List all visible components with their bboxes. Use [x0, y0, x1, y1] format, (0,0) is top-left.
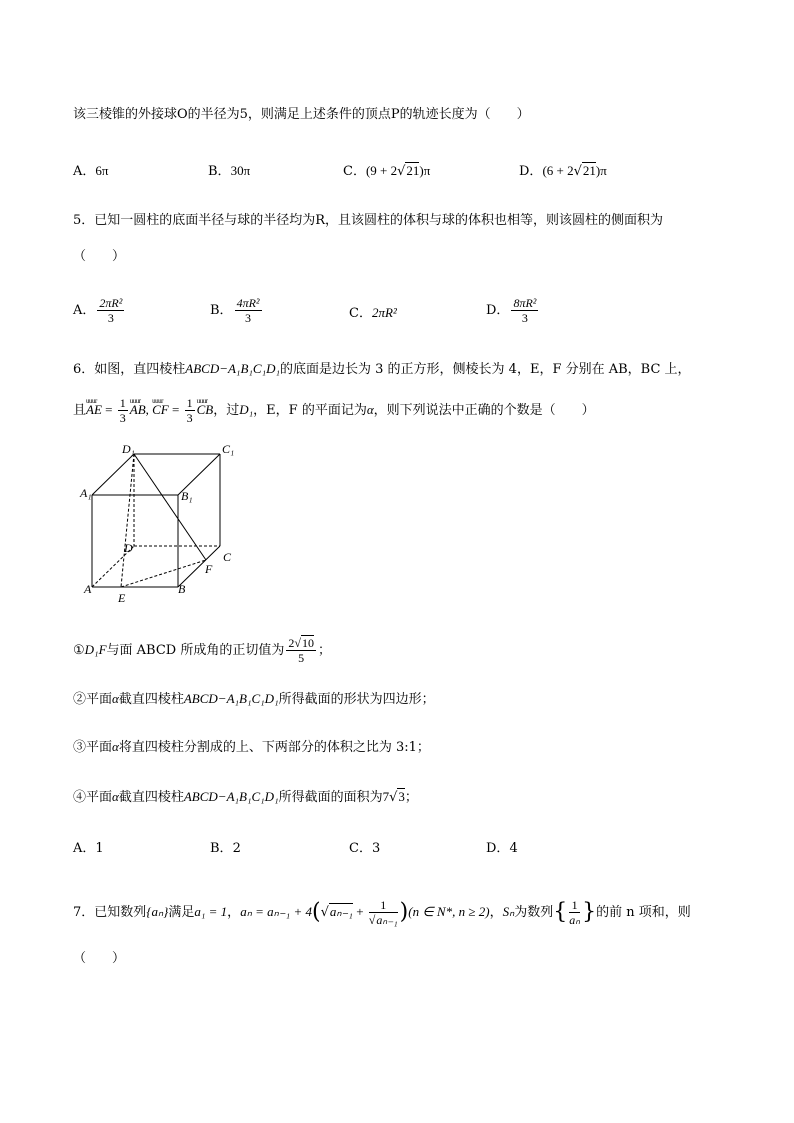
- label-a: A: [84, 582, 92, 596]
- q4-option-c: C．(9 + 2√21)π: [343, 163, 431, 179]
- q7-stem: 7．已知数列{aₙ}满足a₁ = 1，aₙ = aₙ₋₁ + 4(√aₙ₋₁ + $\frac{1}{\text{√aₙ₋₁}}$ )(n ∈ N*, n ≥ 2)，Sₙ为数列{ $\frac{1}{\text{aₙ}}$ }的前 n 项和，则: [73, 898, 691, 927]
- label-c: C: [223, 550, 232, 564]
- q5-stem: 5．已知一圆柱的底面半径与球的半径均为R，且该圆柱的体积与球的体积也相等，则该圆柱的侧面积为: [73, 213, 664, 228]
- q4-option-d: D．(6 + 2√21)π: [519, 163, 607, 179]
- q5-option-a: A． $\frac{\text{2πR²}}{3}$: [73, 296, 123, 325]
- q5-option-b: B． $\frac{\text{4πR²}}{3}$: [210, 296, 260, 325]
- q7-answer-paren: （ ）: [73, 951, 126, 966]
- label-a1: A₁: [80, 486, 92, 500]
- prism-figure: [78, 440, 248, 610]
- label-f: F: [205, 562, 213, 576]
- q5-option-c: C．2πR²: [349, 305, 397, 321]
- q6-statement-3: ③平面α将直四棱柱分割成的上、下两部分的体积之比为 3:1；: [73, 739, 430, 755]
- q6-statement-1: ①D₁F与面 ABCD 所成角的正切值为 $\frac{2√10}{5}$ ；: [73, 636, 331, 665]
- q6-option-d: D．4: [486, 841, 518, 856]
- edge-d1-f: [134, 454, 206, 560]
- q4-option-b: B．30π: [208, 163, 251, 179]
- q4-option-a: A．6π: [73, 163, 109, 179]
- q6-statement-2: ②平面α截直四棱柱ABCD−A₁B₁C₁D₁所得截面的形状为四边形；: [73, 691, 435, 707]
- label-e: E: [118, 591, 126, 605]
- q6-condition: 且uuur AE = $\frac{1}{3}$ uuur AB, uuur CF = $\frac{1}{3}$ uuur CB，过D₁，E，F 的平面记为α，则下列说法中正确的个数是（ ）: [73, 396, 595, 425]
- q6-option-c: C．3: [349, 841, 381, 856]
- edge-a1-d1: [92, 454, 134, 495]
- label-b: B: [178, 582, 186, 596]
- q6-statement-4: ④平面α截直四棱柱ABCD−A₁B₁C₁D₁所得截面的面积为7√3；: [73, 789, 418, 805]
- label-b1: B₁: [181, 489, 193, 503]
- label-c1: C₁: [222, 442, 235, 456]
- q5-option-d: D． $\frac{\text{8πR²}}{3}$: [486, 296, 537, 325]
- label-d: D: [124, 541, 133, 555]
- edge-e-f: [121, 560, 206, 587]
- q6-option-a: A．1: [73, 841, 104, 856]
- label-d1: D₁: [122, 442, 135, 456]
- q4-stem: 该三棱锥的外接球O的半径为5，则满足上述条件的顶点P的轨迹长度为（ ）: [73, 107, 530, 122]
- q6-stem: 6．如图，直四棱柱ABCD−A₁B₁C₁D₁的底面是边长为 3 的正方形，侧棱长为 4，E，F 分别在 AB，BC 上，: [73, 361, 691, 377]
- q5-answer-paren: （ ）: [73, 249, 126, 264]
- edge-d1-e: [121, 454, 134, 587]
- q6-option-b: B．2: [210, 841, 241, 856]
